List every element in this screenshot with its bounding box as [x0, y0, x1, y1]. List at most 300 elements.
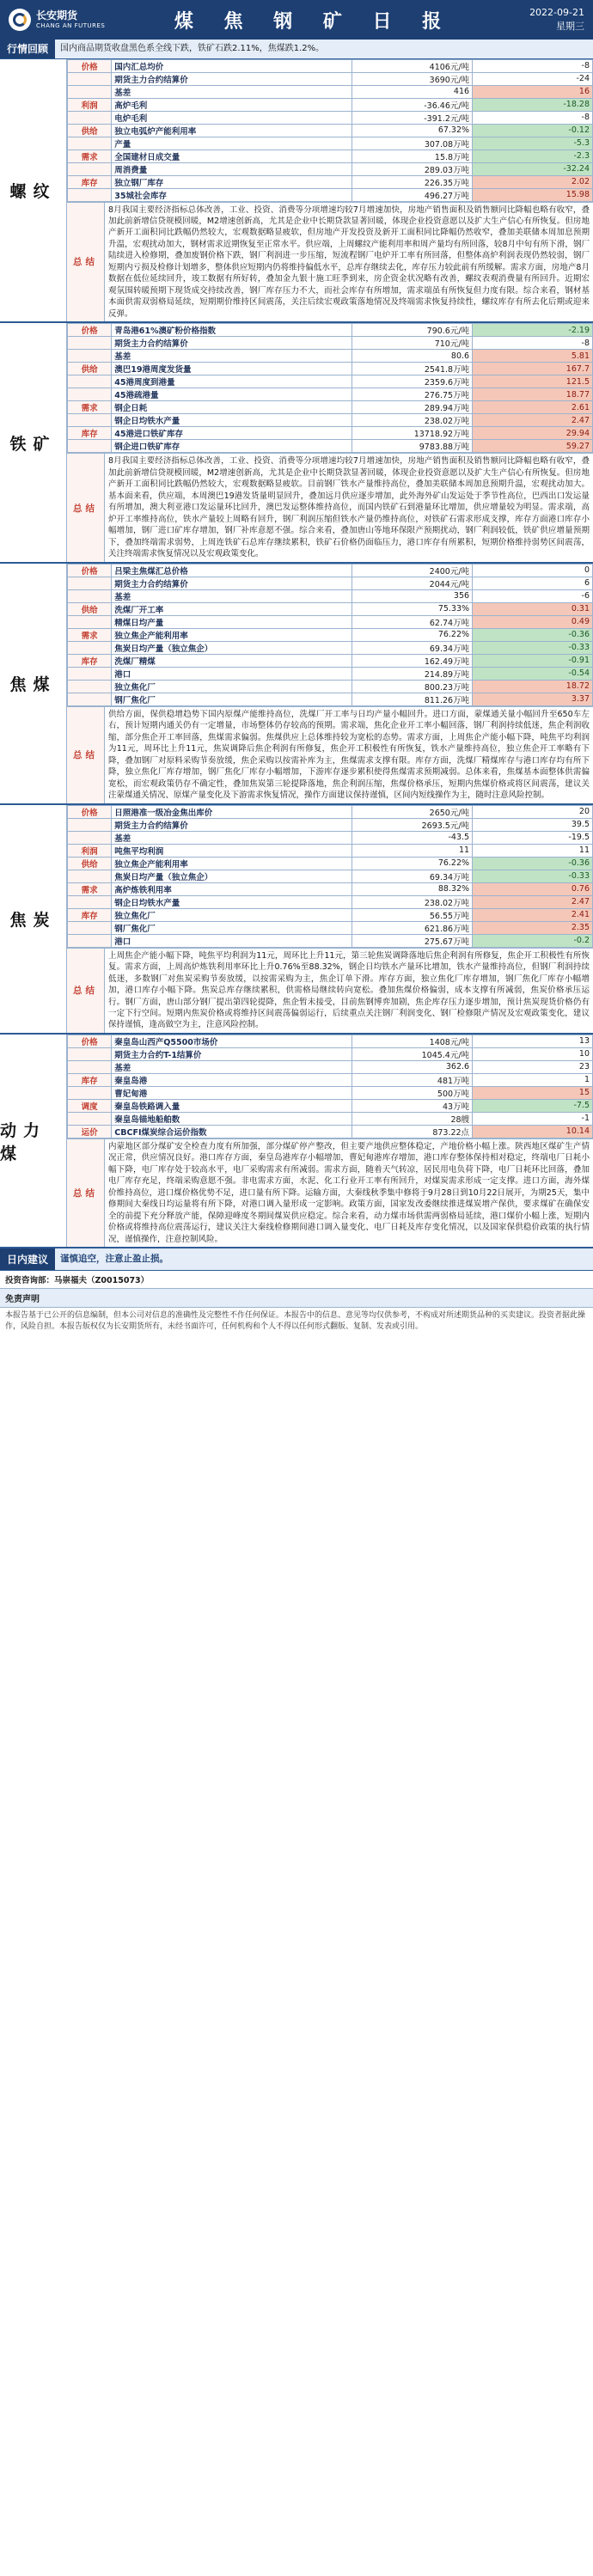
change-cell: 2.47 [473, 414, 593, 427]
value-cell: 69.34万吨 [352, 641, 473, 654]
category-cell: 利润 [68, 98, 112, 111]
disclaimer-title: 免责声明 [0, 1289, 593, 1308]
section-block [0, 59, 593, 324]
section-body [67, 564, 593, 803]
company-logo [9, 9, 138, 31]
disclaimer-text: 本报告基于已公开的信息编制，但本公司对信息的准确性及完整性不作任何保证。本报告中的信息、意见等均仅供参考，不构成对所述期货品种的买卖建议。投资者据此操作，风险自担。本报告版权仅为长安期货所有，未经书面许可，任何机构和个人不得以任何形式翻版、复制、发表或引用。 [5, 1311, 586, 1332]
table-row [68, 921, 593, 934]
value-cell: 2650元/吨 [352, 805, 473, 818]
table-row [68, 564, 593, 577]
change-cell: 39.5 [473, 818, 593, 831]
category-cell: 利润 [68, 844, 112, 857]
category-cell [68, 440, 112, 453]
analyst-credit: 投资咨询部：马崇福夫（Z0015073） [0, 1271, 593, 1289]
value-cell: 238.02万吨 [352, 414, 473, 427]
value-cell: 2541.8万吨 [352, 363, 473, 375]
indicator-cell: 日照港准一级冶金焦出库价 [112, 805, 352, 818]
category-cell: 供给 [68, 857, 112, 870]
category-cell [68, 350, 112, 363]
table-row [68, 1086, 593, 1099]
indicator-cell: 焦炭日均产量（独立焦企） [112, 870, 352, 882]
category-cell [68, 188, 112, 201]
indicator-cell: 吨焦平均利润 [112, 844, 352, 857]
value-cell: 289.03万吨 [352, 162, 473, 175]
table-row [68, 857, 593, 870]
summary-label: 总结 [67, 949, 105, 1033]
change-cell: 29.94 [473, 427, 593, 440]
indicator-cell: 产量 [112, 137, 352, 150]
indicator-cell: 洗煤厂开工率 [112, 602, 352, 615]
table-row [68, 908, 593, 921]
indicator-cell: 基差 [112, 831, 352, 844]
category-cell [68, 337, 112, 350]
indicator-cell: 港口 [112, 934, 352, 947]
summary-text: 8月我国主要经济指标总体改善，工业、投资、消费等分项增速均较7月增速加快，房地产销售面积及销售额同比降幅也略有收窄，叠加此前新增信贷规模回暖，M2增速创新高，尤其是企业中长期贷款显著回暖，体现企业投资意愿以及扩大生产信心有所恢复。但房地产新开工面积同比跌幅仍然较大，宏观数据略显疲软，但房地产开发投资及新开工面积同比降幅仍然收窄，叠加美联储本周加息预期升温，宏观扰动加大，钢材需求近期恢复至正常水平。供应端，上周螺纹产能利用率和周产量均有所回落，较8月中旬有所下滑，钢厂陆续进入检修期，叠加废钢价格下跌，钢厂利润进一步压缩，短流程钢厂电炉开工率有所回落，但整体高炉利润表现仍然较弱，钢厂短期内亏损及检修计划增多，整体供应短期内仍将维持偏低水平，总库存继续去化，库存压力较此前有所缓解。需求方面，房地产8月数据在低位延续回升，竣工数据有所好转，叠加金九银十施工旺季到来，房企资金状况略有改善，螺纹表观消费量有所回升。近期宏观氛围转暖预期下现货成交持续改善，钢厂库存压力不大，而社会库存有所增加，需求端虽有所恢复但力度有限。综合来看，钢材基本面供需双弱格局延续，短期期价维持区间震荡，关注后续宏观政策落地情况及终端需求恢复持续性，螺纹库存有所去化后期或迎来反弹。 [108, 204, 590, 319]
intraday-advice-label: 日内建议 [0, 1248, 55, 1270]
section-name: 螺纹 [0, 59, 67, 322]
value-cell: 416 [352, 85, 473, 98]
value-cell: 75.33% [352, 602, 473, 615]
change-cell: -0.54 [473, 667, 593, 680]
section-name: 焦炭 [0, 805, 67, 1033]
change-cell: -2.3 [473, 150, 593, 162]
market-review-text: 国内商品期货收盘黑色系全线下跌，铁矿石跌2.11%，焦煤跌1.2%。 [60, 44, 325, 53]
table-row [68, 654, 593, 667]
value-cell: 276.75万吨 [352, 388, 473, 401]
change-cell: 20 [473, 805, 593, 818]
value-cell: -36.46元/吨 [352, 98, 473, 111]
change-cell: 6 [473, 577, 593, 589]
indicator-cell: 钢厂焦化厂 [112, 921, 352, 934]
value-cell: 62.74万吨 [352, 615, 473, 628]
table-row [68, 175, 593, 188]
sections-container [0, 59, 593, 1249]
section-summary [67, 706, 593, 803]
indicator-cell: 钢企日均铁水产量 [112, 895, 352, 908]
category-cell: 库存 [68, 908, 112, 921]
category-cell: 价格 [68, 1035, 112, 1047]
indicator-cell: 45港周度到港量 [112, 375, 352, 388]
change-cell: -5.3 [473, 137, 593, 150]
table-row [68, 680, 593, 693]
indicator-cell: 秦皇岛锚地船舶数 [112, 1112, 352, 1125]
change-cell: -0.33 [473, 641, 593, 654]
category-cell [68, 162, 112, 175]
change-cell: 2.02 [473, 175, 593, 188]
table-row [68, 667, 593, 680]
value-cell: 800.23万吨 [352, 680, 473, 693]
category-cell [68, 1060, 112, 1073]
value-cell: 56.55万吨 [352, 908, 473, 921]
table-row [68, 85, 593, 98]
category-cell: 价格 [68, 59, 112, 72]
category-cell: 价格 [68, 564, 112, 577]
indicator-cell: 焦炭日均产量（独立焦企） [112, 641, 352, 654]
change-cell: 2.61 [473, 401, 593, 414]
category-cell: 库存 [68, 654, 112, 667]
change-cell: -0.2 [473, 934, 593, 947]
section-name: 铁矿 [0, 323, 67, 561]
table-row [68, 137, 593, 150]
change-cell: -18.28 [473, 98, 593, 111]
table-row [68, 602, 593, 615]
change-cell: 15 [473, 1086, 593, 1099]
table-row [68, 124, 593, 137]
value-cell: 362.6 [352, 1060, 473, 1073]
summary-text: 上周焦企产能小幅下降，吨焦平均利润为11元，周环比上升11元，第三轮焦炭调降落地后焦企利润有所修复，焦企开工积极性有所恢复。需求方面，上周高炉炼铁利用率环比上升0.76%至88.32%，钢企日均铁水产量环比增加，铁水产量维持高位，但钢厂利润持续低迷，多数钢厂对焦炭采购节奏放缓，以按需采购为主，焦企订单下滑。库存方面，独立焦化厂库存增加，钢厂焦化厂库存小幅增加，港口库存小幅下降。焦炭总库存继续累积，供需格局继续转向宽松。叠加焦煤价格偏弱，成本支撑有所减弱，焦炭价格承压运行。钢厂方面，唐山部分钢厂提出第四轮提降，焦企暂未接受，目前焦钢博弈加剧，焦企库存压力逐步增加，预计焦炭现货价格仍有一定下行空间。短期内焦炭价格或将维持区间震荡偏弱运行，后续重点关注钢厂利润变化、钢厂检修限产情况及宏观政策变化，建议保持谨慎，逢高做空为主，注意风险控制。 [108, 950, 590, 1030]
report-date: 2022-09-21 [529, 7, 584, 19]
change-cell: -8 [473, 59, 593, 72]
section-summary [67, 202, 593, 322]
report-date-block [490, 6, 584, 34]
table-row [68, 324, 593, 337]
indicator-cell: 钢企日均铁水产量 [112, 414, 352, 427]
category-cell [68, 667, 112, 680]
indicator-cell: 曹妃甸港 [112, 1086, 352, 1099]
section-body [67, 323, 593, 561]
indicator-cell: 独立电弧炉产能利用率 [112, 124, 352, 137]
summary-text: 内蒙地区部分煤矿安全检查力度有所加强，部分煤矿停产整改，但主要产地供应整体稳定，产地价格小幅上涨。陕西地区煤矿生产情况正常，供应情况良好。港口库存方面，秦皇岛港库存小幅增加，曹妃甸港库存增加，港口库存整体保持相对稳定，终端电厂日耗小幅下降，电厂库存处于较高水平，电厂采购需求有所减弱。需求方面，随着天气转凉，居民用电负荷下降，电厂日耗环比回落，叠加电厂库存充足，终端采购意愿不强。非电需求方面，水泥、化工行业开工率有所回升，对煤炭需求形成一定支撑。进口方面，海外煤价维持高位，进口煤价格优势不足，进口量有所下降。运输方面，大秦线秋季集中修将于9月28日到10月22日展开，为期25天，集中修期间大秦线日均运量将有所下降，对港口调入量形成一定影响。政策方面，国家发改委继续推进煤炭增产保供，要求煤矿在确保安全的前提下充分释放产能，保障迎峰度冬期间煤炭供应稳定。综合来看，动力煤市场供需两弱格局延续，港口煤价小幅上涨，短期内价格或将维持高位震荡运行，建议关注大秦线检修期间港口调入量变化、电厂日耗及库存变化情况，以及国家保供稳价政策的执行情况，谨慎操作，注意控制风险。 [108, 1141, 590, 1244]
table-row [68, 844, 593, 857]
table-row [68, 870, 593, 882]
indicator-cell: 基差 [112, 350, 352, 363]
category-cell [68, 85, 112, 98]
indicator-cell: 电炉毛利 [112, 111, 352, 124]
value-cell: 43万吨 [352, 1099, 473, 1112]
section-summary [67, 1138, 593, 1247]
logo-name-cn: 长安期货 [36, 9, 78, 22]
indicator-cell: 洗煤厂精煤 [112, 654, 352, 667]
value-cell: 356 [352, 589, 473, 602]
change-cell: 13 [473, 1035, 593, 1047]
table-row [68, 98, 593, 111]
category-cell [68, 414, 112, 427]
category-cell: 需求 [68, 882, 112, 895]
table-row [68, 350, 593, 363]
table-row [68, 895, 593, 908]
summary-label: 总结 [67, 454, 105, 561]
change-cell: 10 [473, 1047, 593, 1060]
change-cell: 121.5 [473, 375, 593, 388]
section-block [0, 805, 593, 1035]
table-row [68, 375, 593, 388]
change-cell: 2.47 [473, 895, 593, 908]
change-cell: -0.36 [473, 628, 593, 641]
category-cell [68, 615, 112, 628]
category-cell [68, 680, 112, 693]
change-cell: 11 [473, 844, 593, 857]
indicator-table [67, 1035, 593, 1138]
category-cell: 需求 [68, 401, 112, 414]
table-row [68, 882, 593, 895]
change-cell: -8 [473, 111, 593, 124]
summary-text: 8月我国主要经济指标总体改善，工业、投资、消费等分项增速均较7月增速加快，房地产销售面积及销售额同比降幅也略有收窄，叠加此前新增信贷规模回暖，M2增速创新高，尤其是企业中长期贷款显著回暖，体现企业投资意愿以及扩大生产信心有所恢复。但房地产新开工面积同比跌幅仍然较大，宏观数据略显疲软。目前钢厂铁水产量维持高位，叠加美联储本周加息预期升温，宏观扰动加大。基本面来看，供应端，本周澳巴19港发货量明显回升，叠加远月供应逐步增加，此外海外矿山发运处于季节性高位，巴西出口发运量有所增加，澳大利亚港口发运量环比回升，澳巴发运整体维持高位，而国内铁矿石到港量环比增加，供应增量较为明显。需求端，高炉开工率维持高位，铁水产量较上周略有回升，钢厂利润压缩但铁水产量仍维持高位，对铁矿石需求形成支撑，库存方面港口库存小幅增加，钢厂进口矿库存增加，钢厂补库意愿不强。综合来看，叠加唐山等地环保限产预期扰动，钢厂利润较低，铁矿供应增量预期下，叠加终端需求弱势，上周连铁矿石总库存继续累积，铁矿石价格仍面临压力，港口库存有所累积，短期价格维持弱势区间震荡，关注终端需求恢复情况以及宏观政策变化。 [108, 456, 590, 559]
indicator-cell: 45港疏港量 [112, 388, 352, 401]
category-cell [68, 137, 112, 150]
change-cell: 59.27 [473, 440, 593, 453]
category-cell [68, 934, 112, 947]
change-cell: 18.72 [473, 680, 593, 693]
change-cell: 18.77 [473, 388, 593, 401]
indicator-cell: 秦皇岛港 [112, 1073, 352, 1086]
value-cell: 1045.4元/吨 [352, 1047, 473, 1060]
section-summary [67, 453, 593, 561]
indicator-cell: 吕梁主焦煤汇总价格 [112, 564, 352, 577]
section-name: 焦煤 [0, 564, 67, 803]
indicator-cell: 钢企进口铁矿库存 [112, 440, 352, 453]
category-cell [68, 589, 112, 602]
category-cell [68, 831, 112, 844]
table-row [68, 1112, 593, 1125]
indicator-cell: 澳巴19港周度发货量 [112, 363, 352, 375]
change-cell: 1 [473, 1073, 593, 1086]
table-row [68, 388, 593, 401]
value-cell: 80.6 [352, 350, 473, 363]
category-cell [68, 375, 112, 388]
change-cell: 0 [473, 564, 593, 577]
value-cell: 76.22% [352, 628, 473, 641]
value-cell: 13718.92万吨 [352, 427, 473, 440]
intraday-advice-text: 谨慎追空，注意止盈止损。 [60, 1254, 168, 1265]
indicator-cell: 高炉炼铁利用率 [112, 882, 352, 895]
indicator-cell: 独立钢厂库存 [112, 175, 352, 188]
change-cell: -6 [473, 589, 593, 602]
value-cell: 69.34万吨 [352, 870, 473, 882]
table-row [68, 577, 593, 589]
indicator-cell: 期货主力合约结算价 [112, 818, 352, 831]
indicator-cell: 高炉毛利 [112, 98, 352, 111]
value-cell: 500万吨 [352, 1086, 473, 1099]
section-body [67, 805, 593, 1033]
table-row [68, 162, 593, 175]
indicator-cell: 独立焦企产能利用率 [112, 857, 352, 870]
table-row [68, 628, 593, 641]
table-row [68, 150, 593, 162]
table-row [68, 401, 593, 414]
table-row [68, 615, 593, 628]
change-cell: -7.5 [473, 1099, 593, 1112]
indicator-table [67, 59, 593, 202]
change-cell: 0.76 [473, 882, 593, 895]
value-cell: 88.32% [352, 882, 473, 895]
category-cell: 供给 [68, 602, 112, 615]
value-cell: 4106元/吨 [352, 59, 473, 72]
change-cell: 10.14 [473, 1125, 593, 1138]
intraday-advice [0, 1248, 593, 1271]
change-cell: -0.36 [473, 857, 593, 870]
change-cell: 167.7 [473, 363, 593, 375]
indicator-cell: 青岛港61%澳矿粉价格指数 [112, 324, 352, 337]
category-cell: 库存 [68, 1073, 112, 1086]
category-cell: 库存 [68, 175, 112, 188]
category-cell: 调度 [68, 1099, 112, 1112]
table-row [68, 818, 593, 831]
change-cell: 15.98 [473, 188, 593, 201]
summary-text: 供给方面，保供稳增趋势下国内原煤产能维持高位，洗煤厂开工率与日均产量小幅回升。进口方面，蒙煤通关量小幅回升至650车左右，预计短期内通关仍有一定增量，市场整体仍存较高的预期。需求端，焦化企业开工率小幅回落，钢厂利润持续低迷，焦企利润收缩，部分焦企开工率回落，焦煤需求偏弱。焦煤供应上总体维持较为宽松的态势。需求方面，上周焦企产能小幅下降，吨焦平均利润为11元，周环比上升11元，焦炭调降后焦企利润有所修复，焦企开工积极性有所恢复，铁水产量维持高位，独立焦企开工率略有下降，叠加钢厂对原料采购节奏放缓，焦企采购以按需补库为主，焦煤需求支撑有限。库存方面，洗煤厂精煤库存与港口库存均有所下降，独立焦化厂库存增加，钢厂焦化厂库存小幅增加，下游库存逐步累积使得焦煤需求预期减弱。总体来看，焦煤基本面整体供需偏宽松，而宏观政策仍存不确定性，叠加焦炭第三轮提降落地，焦企利润压缩，焦煤价格承压，短期内焦煤价格或将区间震荡，建议关注蒙煤通关情况、原煤产量变化及下游需求恢复情况，操作方面建议保持谨慎，区间内短线操作为主，随时注意风险控制。 [108, 709, 590, 801]
value-cell: 289.94万吨 [352, 401, 473, 414]
indicator-cell: 独立焦企产能利用率 [112, 628, 352, 641]
table-row [68, 805, 593, 818]
value-cell: 28艘 [352, 1112, 473, 1125]
table-row [68, 1060, 593, 1073]
value-cell: 67.32% [352, 124, 473, 137]
value-cell: 811.26万吨 [352, 693, 473, 705]
category-cell [68, 388, 112, 401]
summary-label: 总结 [67, 1139, 105, 1247]
indicator-cell: 期货主力合约结算价 [112, 577, 352, 589]
category-cell [68, 1112, 112, 1125]
table-row [68, 59, 593, 72]
table-row [68, 337, 593, 350]
change-cell: -32.24 [473, 162, 593, 175]
category-cell [68, 870, 112, 882]
change-cell: 23 [473, 1060, 593, 1073]
indicator-cell: 基差 [112, 589, 352, 602]
table-row [68, 1125, 593, 1138]
value-cell: 2400元/吨 [352, 564, 473, 577]
value-cell: 496.27万吨 [352, 188, 473, 201]
change-cell: -0.33 [473, 870, 593, 882]
category-cell [68, 1047, 112, 1060]
indicator-cell: 秦皇岛山西产Q5500市场价 [112, 1035, 352, 1047]
change-cell: 2.41 [473, 908, 593, 921]
value-cell: -43.5 [352, 831, 473, 844]
category-cell [68, 577, 112, 589]
table-row [68, 641, 593, 654]
value-cell: 15.8万吨 [352, 150, 473, 162]
indicator-cell: 精煤日均产量 [112, 615, 352, 628]
section-body [67, 59, 593, 322]
indicator-cell: 45港进口铁矿库存 [112, 427, 352, 440]
table-row [68, 1099, 593, 1112]
table-row [68, 111, 593, 124]
indicator-cell: CBCFI煤炭综合运价指数 [112, 1125, 352, 1138]
indicator-cell: 期货主力合约T-1结算价 [112, 1047, 352, 1060]
indicator-cell: 35城社会库存 [112, 188, 352, 201]
value-cell: 481万吨 [352, 1073, 473, 1086]
section-block [0, 1035, 593, 1248]
change-cell: 3.37 [473, 693, 593, 705]
category-cell [68, 693, 112, 705]
table-row [68, 440, 593, 453]
category-cell: 库存 [68, 427, 112, 440]
change-cell: 5.81 [473, 350, 593, 363]
table-row [68, 831, 593, 844]
category-cell [68, 72, 112, 85]
category-cell: 价格 [68, 805, 112, 818]
indicator-table [67, 323, 593, 453]
indicator-cell: 周消费量 [112, 162, 352, 175]
value-cell: 214.89万吨 [352, 667, 473, 680]
value-cell: 226.35万吨 [352, 175, 473, 188]
change-cell: 0.49 [473, 615, 593, 628]
value-cell: 76.22% [352, 857, 473, 870]
table-row [68, 693, 593, 705]
table-row [68, 1047, 593, 1060]
table-row [68, 188, 593, 201]
value-cell: 621.86万吨 [352, 921, 473, 934]
table-row [68, 427, 593, 440]
logo-name-en: CHANG AN FUTURES [36, 21, 106, 29]
change-cell: -24 [473, 72, 593, 85]
value-cell: 2359.6万吨 [352, 375, 473, 388]
indicator-cell: 期货主力合约结算价 [112, 72, 352, 85]
category-cell: 需求 [68, 150, 112, 162]
indicator-table [67, 564, 593, 706]
category-cell: 供给 [68, 363, 112, 375]
market-review [0, 40, 593, 59]
indicator-cell: 钢厂焦化厂 [112, 693, 352, 705]
summary-label: 总结 [67, 203, 105, 322]
logo-icon [9, 9, 31, 31]
change-cell: -0.12 [473, 124, 593, 137]
indicator-table [67, 805, 593, 948]
value-cell: 1408元/吨 [352, 1035, 473, 1047]
value-cell: 3690元/吨 [352, 72, 473, 85]
change-cell: -8 [473, 337, 593, 350]
value-cell: -391.2元/吨 [352, 111, 473, 124]
change-cell: -0.91 [473, 654, 593, 667]
section-summary [67, 948, 593, 1033]
category-cell: 价格 [68, 324, 112, 337]
market-review-label: 行情回顾 [0, 40, 55, 58]
category-cell [68, 1086, 112, 1099]
section-block [0, 564, 593, 805]
value-cell: 2693.5元/吨 [352, 818, 473, 831]
table-row [68, 363, 593, 375]
table-row [68, 72, 593, 85]
summary-label: 总结 [67, 707, 105, 803]
change-cell: 2.35 [473, 921, 593, 934]
section-block [0, 323, 593, 563]
table-row [68, 934, 593, 947]
indicator-cell: 基差 [112, 85, 352, 98]
indicator-cell: 独立焦化厂 [112, 908, 352, 921]
change-cell: -19.5 [473, 831, 593, 844]
table-row [68, 414, 593, 427]
category-cell [68, 111, 112, 124]
report-header [0, 0, 593, 40]
table-row [68, 1035, 593, 1047]
value-cell: 9783.88万吨 [352, 440, 473, 453]
indicator-cell: 国内汇总均价 [112, 59, 352, 72]
report-weekday: 星期三 [556, 21, 584, 32]
value-cell: 307.08万吨 [352, 137, 473, 150]
table-row [68, 589, 593, 602]
indicator-cell: 秦皇岛铁路调入量 [112, 1099, 352, 1112]
change-cell: -2.19 [473, 324, 593, 337]
change-cell: 16 [473, 85, 593, 98]
category-cell [68, 818, 112, 831]
indicator-cell: 基差 [112, 1060, 352, 1073]
section-name: 动力煤 [0, 1035, 67, 1247]
indicator-cell: 钢企日耗 [112, 401, 352, 414]
report-title: 煤 焦 钢 矿 日 报 [174, 10, 454, 33]
value-cell: 790.6元/吨 [352, 324, 473, 337]
category-cell: 供给 [68, 124, 112, 137]
change-cell: -1 [473, 1112, 593, 1125]
category-cell [68, 921, 112, 934]
indicator-cell: 独立焦化厂 [112, 680, 352, 693]
value-cell: 710元/吨 [352, 337, 473, 350]
category-cell: 运价 [68, 1125, 112, 1138]
category-cell [68, 641, 112, 654]
value-cell: 275.67万吨 [352, 934, 473, 947]
value-cell: 2044元/吨 [352, 577, 473, 589]
table-row [68, 1073, 593, 1086]
section-body [67, 1035, 593, 1247]
category-cell [68, 895, 112, 908]
